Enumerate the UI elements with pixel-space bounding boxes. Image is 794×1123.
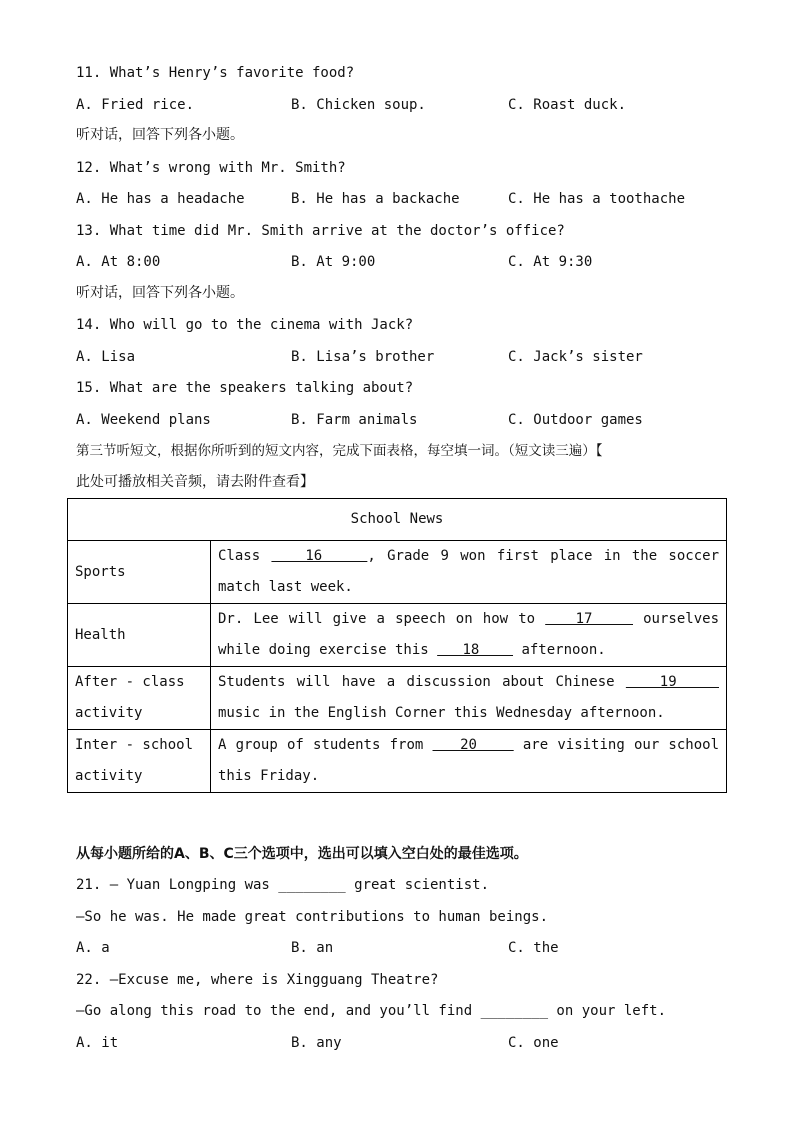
instruction: 听对话，回答下列各小题。 [76, 127, 244, 143]
question-text: 12. What’s wrong with Mr. Smith? [76, 160, 346, 176]
row-label: Inter - school activity [68, 730, 211, 793]
option-b: B. any [291, 1035, 342, 1051]
option-a: A. He has a headache [76, 191, 245, 207]
question-response: —Go along this road to the end, and you’ll find ________ on your left. [76, 1003, 667, 1019]
section-heading: 第三节听短文，根据你所听到的短文内容，完成下面表格，每空填一词。（短文读三遍）【 [76, 443, 603, 459]
blank-17: 17 [545, 611, 633, 627]
row-content: A group of students from 20 are visiting our school this Friday. [211, 730, 727, 793]
option-b: B. He has a backache [291, 191, 460, 207]
row-content: Class 16 , Grade 9 won first place in the soccer match last week. [211, 541, 727, 604]
option-c: C. Roast duck. [508, 97, 627, 113]
blank-18: 18 [437, 642, 514, 658]
instruction: 听对话，回答下列各小题。 [76, 285, 244, 301]
option-a: A. Lisa [76, 349, 136, 365]
option-c: C. one [508, 1035, 559, 1051]
row-content: Students will have a discussion about Chinese 19 music in the English Corner this Wednesday afternoon. [211, 667, 727, 730]
option-c: C. Outdoor games [508, 412, 643, 428]
option-b: B. Lisa’s brother [291, 349, 435, 365]
blank-16: 16 [271, 548, 368, 564]
question-text: 22. —Excuse me, where is Xingguang Theatre? [76, 972, 439, 988]
option-c: C. Jack’s sister [508, 349, 643, 365]
option-a: A. Fried rice. [76, 97, 195, 113]
option-a: A. At 8:00 [76, 254, 161, 270]
table-row [68, 604, 727, 667]
option-b: B. At 9:00 [291, 254, 376, 270]
blank-20: 20 [432, 737, 514, 753]
row-label: After - class activity [68, 667, 211, 730]
option-a: A. a [76, 940, 110, 956]
blank-19: 19 [625, 674, 719, 690]
question-text: 14. Who will go to the cinema with Jack? [76, 317, 414, 333]
row-label: Sports [68, 541, 211, 604]
section-heading-cont: 此处可播放相关音频，请去附件查看】 [76, 474, 314, 490]
table-title: School News [68, 499, 727, 541]
question-text: 11. What’s Henry’s favorite food? [76, 65, 355, 81]
instruction-bold: 从每小题所给的A、B、C三个选项中，选出可以填入空白处的最佳选项。 [76, 846, 528, 862]
option-b: B. an [291, 940, 334, 956]
row-label: Health [68, 604, 211, 667]
question-text: 13. What time did Mr. Smith arrive at the doctor’s office? [76, 223, 565, 239]
table-row [68, 730, 727, 793]
option-c: C. He has a toothache [508, 191, 686, 207]
option-b: B. Chicken soup. [291, 97, 426, 113]
question-response: —So he was. He made great contributions to human beings. [76, 909, 549, 925]
school-news-table [67, 498, 727, 793]
row-content: Dr. Lee will give a speech on how to 17 ourselves while doing exercise this 18 afternoon. [211, 604, 727, 667]
option-c: C. the [508, 940, 559, 956]
table-row [68, 667, 727, 730]
option-b: B. Farm animals [291, 412, 418, 428]
question-text: 15. What are the speakers talking about? [76, 380, 414, 396]
table-row [68, 541, 727, 604]
option-a: A. it [76, 1035, 119, 1051]
option-a: A. Weekend plans [76, 412, 211, 428]
option-c: C. At 9:30 [508, 254, 593, 270]
question-text: 21. — Yuan Longping was ________ great scientist. [76, 877, 490, 893]
